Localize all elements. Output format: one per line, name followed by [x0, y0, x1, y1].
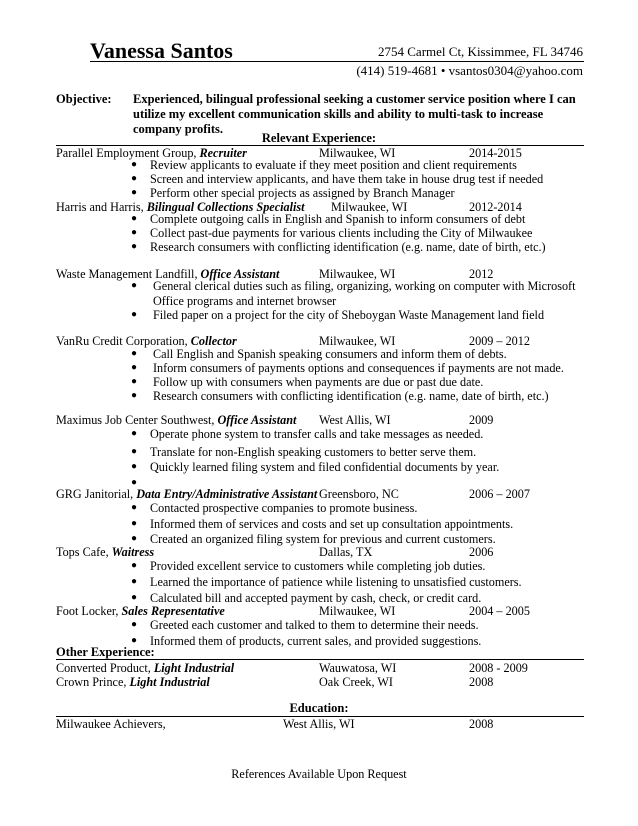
job-bullet: Provided excellent service to customers while completing job duties. — [150, 559, 486, 573]
job-bullet: Greeted each customer and talked to them to determine their needs. — [150, 618, 479, 632]
bullet-dot-icon: ● — [131, 428, 138, 439]
job-bullet: Screen and interview applicants, and have them take in house drug test if needed — [150, 172, 544, 186]
company-name: Foot Locker, — [56, 604, 122, 618]
company-name: VanRu Credit Corporation, — [56, 334, 191, 348]
job-years: 2006 — [469, 545, 494, 559]
bullet-dot-icon: ● — [131, 461, 138, 472]
bullet-dot-icon: ● — [131, 390, 138, 401]
job-bullet: Follow up with consumers when payments are due or past due date. — [153, 375, 484, 389]
job-location: Dallas, TX — [319, 545, 373, 559]
bullet-dot-icon: ● — [131, 159, 138, 170]
job-title-line — [56, 487, 317, 502]
job-location: Greensboro, NC — [319, 487, 399, 501]
job-years: 2012 — [469, 267, 494, 281]
bullet-dot-icon: ● — [131, 502, 138, 513]
bullet-dot-icon: ● — [131, 348, 138, 359]
objective-text: Experienced, bilingual professional seeking a customer service position where I can utilize my excellent communication skills and ability to multi-task to increase company profits. — [133, 92, 576, 136]
job-bullet: Created an organized filing system for previous and current customers. — [150, 532, 496, 546]
job-role: Light Industrial — [153, 661, 235, 675]
company-name: Harris and Harris, — [56, 200, 147, 214]
bullet-dot-icon: ● — [131, 376, 138, 387]
company-name: Waste Management Landfill, — [56, 267, 201, 281]
job-bullet: Informed them of services and costs and set up consultation appointments. — [150, 517, 514, 531]
job-bullet: Research consumers with conflicting identification (e.g. name, date of birth, etc.) — [150, 240, 546, 254]
resume-name: Vanessa Santos — [90, 38, 233, 63]
job-years: 2012-2014 — [469, 200, 522, 214]
education-location: West Allis, WI — [283, 717, 355, 731]
bullet-dot-icon: ● — [131, 576, 138, 587]
job-bullet: Informed them of products, current sales, and provided suggestions. — [150, 634, 482, 648]
job-years: 2004 – 2005 — [469, 604, 530, 618]
job-bullet: Complete outgoing calls in English and Spanish to inform consumers of debt — [150, 212, 526, 226]
education-heading: Education: — [289, 701, 349, 715]
bullet-dot-icon: ● — [131, 173, 138, 184]
job-bullet: General clerical duties such as filing, organizing, working on computer with Microsoft — [153, 279, 576, 293]
company-name: GRG Janitorial, — [56, 487, 137, 501]
job-role: Office Assistant — [217, 413, 297, 427]
job-role: Light Industrial — [129, 675, 210, 689]
bullet-dot-icon: ● — [131, 309, 138, 320]
job-role: Data Entry/Administrative Assistant — [136, 487, 318, 501]
job-bullet: Call English and Spanish speaking consumers and inform them of debts. — [153, 347, 507, 361]
job-title-line — [56, 545, 154, 560]
job-bullet: Collect past-due payments for various clients including the City of Milwaukee — [150, 226, 533, 240]
job-years: 2009 – 2012 — [469, 334, 530, 348]
job-bullet: Quickly learned filing system and filed confidential documents by year. — [150, 460, 500, 474]
job-location: Milwaukee, WI — [319, 334, 396, 348]
address: 2754 Carmel Ct, Kissimmee, FL 34746 — [378, 44, 583, 59]
job-role: Waitress — [111, 545, 155, 559]
job-role: Recruiter — [199, 146, 247, 160]
job-years: 2008 — [469, 675, 494, 689]
education-school: Milwaukee Achievers, — [56, 717, 166, 731]
bullet-dot-icon: ● — [131, 241, 138, 252]
job-bullet: Filed paper on a project for the city of Sheboygan Waste Management land field — [153, 308, 545, 322]
job-bullet: Inform consumers of payments options and consequences if payments are not made. — [153, 361, 564, 375]
job-location: Wauwatosa, WI — [319, 661, 397, 675]
job-years: 2006 – 2007 — [469, 487, 530, 501]
job-years: 2009 — [469, 413, 494, 427]
job-location: Milwaukee, WI — [319, 267, 396, 281]
job-role: Office Assistant — [200, 267, 280, 281]
job-bullet: Research consumers with conflicting identification (e.g. name, date of birth, etc.) — [153, 389, 549, 403]
job-bullet: Translate for non-English speaking customers to better serve them. — [150, 445, 477, 459]
job-role: Bilingual Collections Specialist — [146, 200, 305, 214]
bullet-dot-icon: ● — [131, 592, 138, 603]
references-note: References Available Upon Request — [231, 767, 407, 781]
job-title-line — [56, 604, 225, 619]
job-location: Milwaukee, WI — [319, 604, 396, 618]
job-bullet: Operate phone system to transfer calls and take messages as needed. — [150, 427, 484, 441]
company-name: Converted Product, — [56, 661, 154, 675]
relevant-experience-heading: Relevant Experience: — [261, 131, 377, 145]
bullet-dot-icon: ● — [131, 213, 138, 224]
bullet-dot-icon: ● — [131, 477, 138, 488]
job-role: Collector — [190, 334, 237, 348]
job-bullet: Calculated bill and accepted payment by cash, check, or credit card. — [150, 591, 482, 605]
job-role: Sales Representative — [121, 604, 225, 618]
other-job-line — [56, 675, 210, 690]
job-bullet: Contacted prospective companies to promote business. — [150, 501, 418, 515]
bullet-dot-icon: ● — [131, 362, 138, 373]
job-location: Milwaukee, WI — [319, 146, 396, 160]
bullet-dot-icon: ● — [131, 227, 138, 238]
company-name: Tops Cafe, — [56, 545, 112, 559]
objective-label: Objective: — [56, 92, 112, 106]
bullet-dot-icon: ● — [131, 518, 138, 529]
bullet-dot-icon: ● — [131, 619, 138, 630]
company-name: Crown Prince, — [56, 675, 130, 689]
bullet-dot-icon: ● — [131, 280, 138, 291]
job-title-line — [56, 413, 296, 428]
company-name: Maximus Job Center Southwest, — [56, 413, 218, 427]
bullet-dot-icon: ● — [131, 446, 138, 457]
header-rule — [90, 61, 584, 62]
job-years: 2014-2015 — [469, 146, 522, 160]
job-bullet: Office programs and internet browser — [153, 294, 337, 308]
job-location: Milwaukee, WI — [331, 200, 408, 214]
bullet-dot-icon: ● — [131, 560, 138, 571]
bullet-dot-icon: ● — [131, 187, 138, 198]
education-years: 2008 — [469, 717, 494, 731]
other-experience-heading: Other Experience: — [56, 645, 155, 659]
job-location: West Allis, WI — [319, 413, 391, 427]
job-location: Oak Creek, WI — [319, 675, 393, 689]
job-bullet: Learned the importance of patience while listening to unsatisfied customers. — [150, 575, 522, 589]
contact-info: (414) 519-4681 • vsantos0304@yahoo.com — [356, 63, 583, 78]
section-rule — [56, 659, 584, 660]
bullet-dot-icon: ● — [131, 533, 138, 544]
company-name: Parallel Employment Group, — [56, 146, 200, 160]
other-job-line — [56, 661, 234, 676]
job-bullet: Review applicants to evaluate if they meet position and client requirements — [150, 158, 517, 172]
job-years: 2008 - 2009 — [469, 661, 528, 675]
bullet-dot-icon: ● — [131, 635, 138, 646]
job-bullet: Perform other special projects as assigned by Branch Manager — [150, 186, 455, 200]
